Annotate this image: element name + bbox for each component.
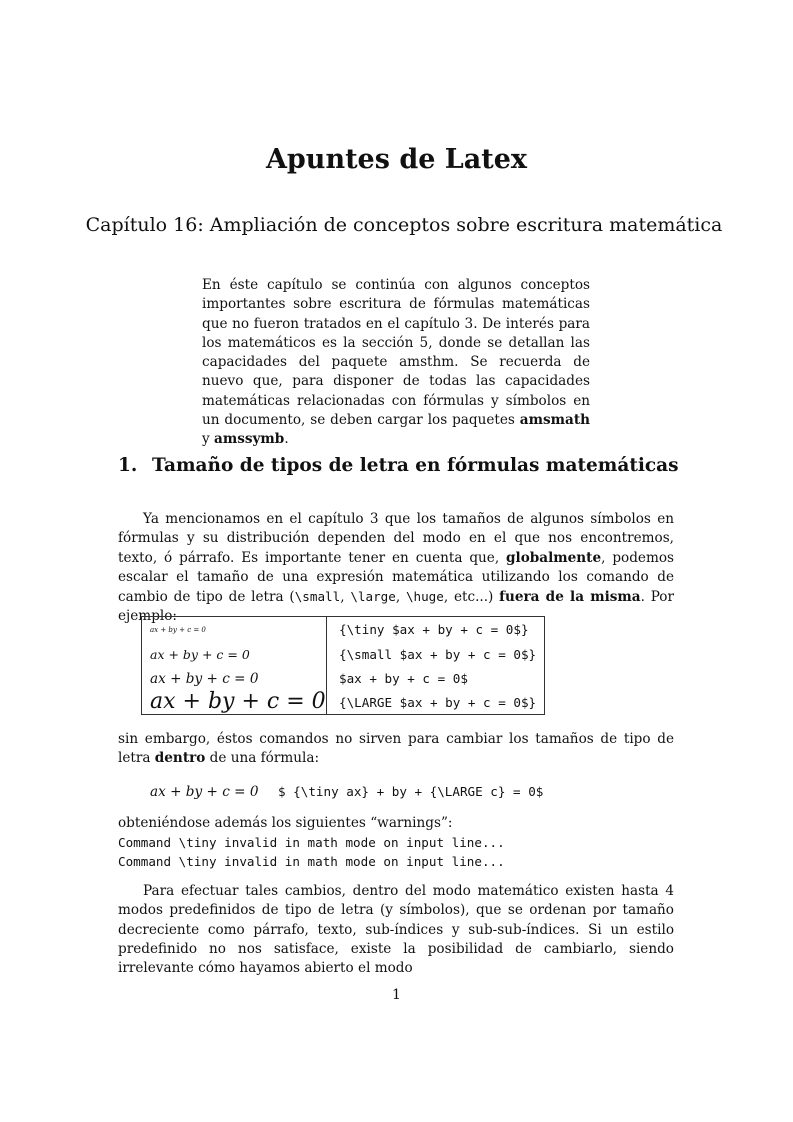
table-row xyxy=(142,691,545,715)
para2-text: sin embargo, éstos comandos no sirven para cambiar los tamaños de tipo de letra xyxy=(118,731,674,767)
paragraph-4: Para efectuar tales cambios, dentro del modo matemático existen hasta 4 modos predefinidos de tipo de letra (y símbolos), que se ordenan por tamaño decreciente como párrafo, texto, sub-índices y sub-sub-índices. Si un estilo predefinido no nos satisface, existe la posibilidad de cambiarlo, siendo irrelevante cómo hayamos abierto el modo xyxy=(118,883,674,977)
code-small-row: {\small $ax + by + c = 0$} xyxy=(339,647,537,662)
code-small: \small xyxy=(294,589,341,605)
abstract xyxy=(202,276,590,450)
code-huge: \huge xyxy=(405,589,444,605)
paragraph-2 xyxy=(118,730,674,769)
abstract-join: y xyxy=(202,431,215,448)
example-table-wrapper xyxy=(141,616,545,715)
package-amsmath: amsmath xyxy=(519,412,590,429)
document-title: Apuntes de Latex xyxy=(265,144,528,175)
chapter-subtitle: Capítulo 16: Ampliación de conceptos sobre escritura matemática xyxy=(85,214,723,236)
section-number: 1. xyxy=(118,455,138,476)
formula-small: ax + by + c = 0 xyxy=(142,643,327,667)
bold-dentro: dentro xyxy=(154,750,206,767)
code-tiny: {\tiny $ax + by + c = 0$} xyxy=(339,622,529,638)
section-heading xyxy=(118,455,679,476)
section-title: Tamaño de tipos de letra en fórmulas matemáticas xyxy=(152,455,679,476)
formula-large: ax + by + c = 0 xyxy=(142,691,327,715)
paragraph-3: obteniéndose además los siguientes “warnings”: xyxy=(118,815,453,831)
package-amssymb: amssymb xyxy=(214,431,285,448)
warnings-block xyxy=(118,833,505,871)
formula-normal: ax + by + c = 0 xyxy=(142,667,327,691)
inline-code: $ {\tiny ax} + by + {\LARGE c} = 0$ xyxy=(278,784,544,799)
bold-fuera-de-la-misma: fuera de la misma xyxy=(499,589,641,606)
para1-text: Ya mencionamos en el capítulo 3 que los tamaños de algunos símbolos en fórmulas y su distribución dependen del modo en el que nos encontremos, texto, ó párrafo. Es importante tener en cuenta que, xyxy=(118,511,674,566)
table-row xyxy=(142,667,545,691)
example-table xyxy=(141,616,545,715)
table-row xyxy=(142,617,545,643)
page-number: 1 xyxy=(392,987,401,1003)
bold-globalmente: globalmente xyxy=(506,549,602,566)
formula-tiny: ax + by + c = 0 xyxy=(142,617,327,643)
para1-sep-1: , xyxy=(340,589,351,606)
inline-example xyxy=(150,784,543,800)
para1-text-3: , etc...) xyxy=(443,589,500,606)
warning-line: Command \tiny invalid in math mode on input line... xyxy=(118,854,505,869)
warning-line: Command \tiny invalid in math mode on input line... xyxy=(118,835,505,850)
table-row xyxy=(142,643,545,667)
code-large-row: {\LARGE $ax + by + c = 0$} xyxy=(339,694,537,710)
abstract-text: En éste capítulo se continúa con algunos conceptos importantes sobre escritura de fórmulas matemáticas que no fueron tratados en el capítulo 3. De interés para los matemáticos es la sección 5, donde se detallan las capacidades del paquete amsthm. Se recuerda de nuevo que, para disponer de todas las capacidades matemáticas relacionadas con fórmulas y símbolos en un documento, se deben cargar los paquetes xyxy=(202,277,590,429)
code-large: \large xyxy=(350,589,396,605)
para2-text-2: de una fórmula: xyxy=(205,750,320,767)
para1-sep-2: , xyxy=(395,589,406,606)
para1-text-4: . Por ejemplo: xyxy=(118,589,674,625)
para1-text-2: , podemos escalar el tamaño de una expresión matemática utilizando los comando de cambio de tipo de letra ( xyxy=(118,549,675,606)
abstract-end: . xyxy=(284,431,289,448)
inline-formula: ax + by + c = 0 xyxy=(150,784,259,800)
code-normal: $ax + by + c = 0$ xyxy=(339,671,468,686)
paragraph-1 xyxy=(118,510,674,627)
